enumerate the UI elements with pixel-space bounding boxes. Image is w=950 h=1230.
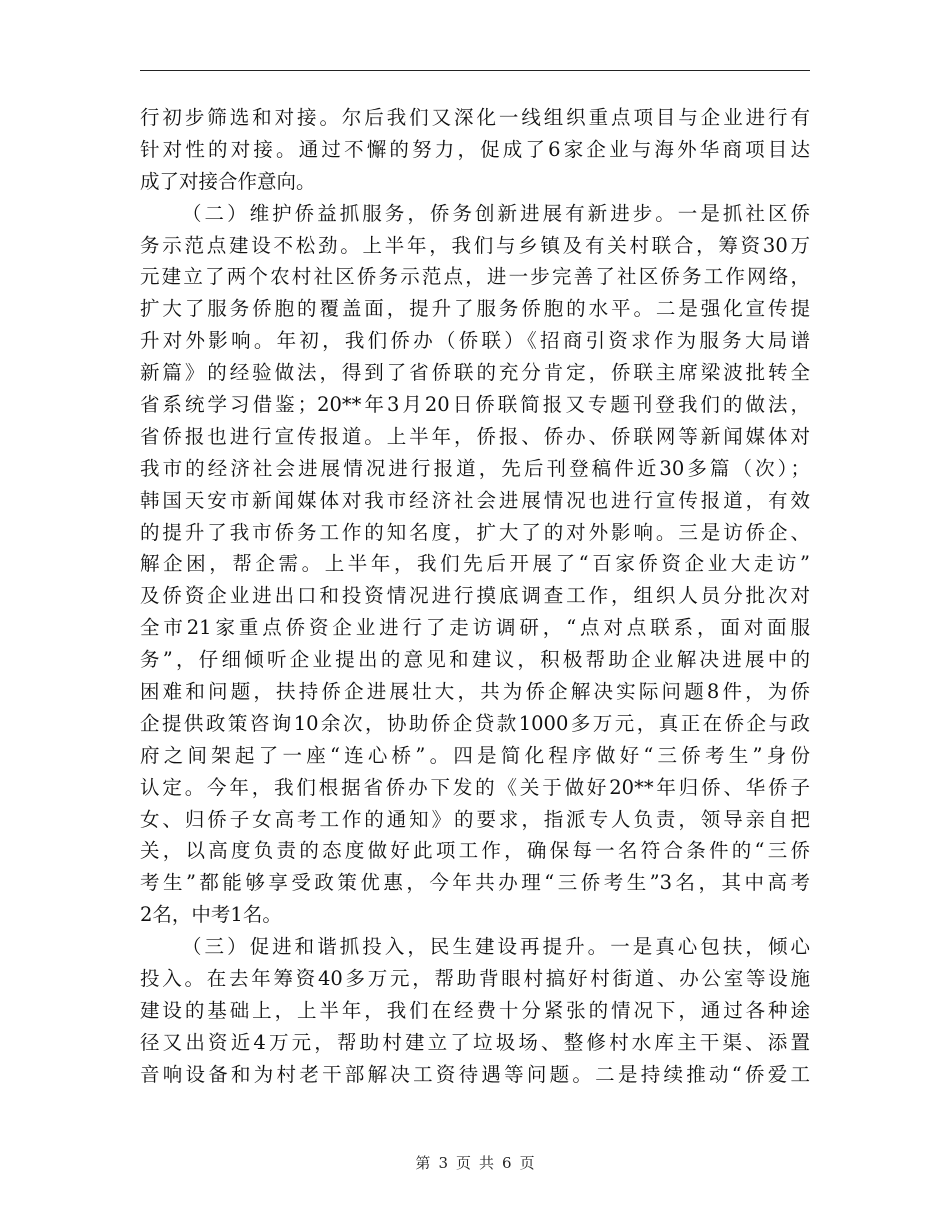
- text-line: 元建立了两个农村社区侨务示范点，进一步完善了社区侨务工作网络，: [140, 265, 810, 289]
- text-line: 我市的经济社会进展情况进行报道，先后刊登稿件近30多篇（次）；: [140, 456, 810, 480]
- text-line: 成了对接合作意向。: [140, 169, 316, 193]
- text-line: 的提升了我市侨务工作的知名度，扩大了的对外影响。三是访侨企、: [140, 520, 810, 544]
- text-line: 认定。今年，我们根据省侨办下发的《关于做好20**年归侨、华侨子: [140, 775, 810, 799]
- text-line: 解企困，帮企需。上半年，我们先后开展了“百家侨资企业大走访”: [140, 552, 810, 576]
- text-line: 建设的基础上，上半年，我们在经费十分紧张的情况下，通过各种途: [140, 998, 810, 1022]
- text-line: 省侨报也进行宣传报道。上半年，侨报、侨办、侨联网等新闻媒体对: [140, 424, 810, 448]
- text-line: 扩大了服务侨胞的覆盖面，提升了服务侨胞的水平。二是强化宣传提: [140, 297, 810, 321]
- text-line: 及侨资企业进出口和投资情况进行摸底调查工作，组织人员分批次对: [140, 584, 810, 608]
- text-line: 企提供政策咨询10余次，协助侨企贷款1000多万元，真正在侨企与政: [140, 711, 810, 735]
- text-line: 针对性的对接。通过不懈的努力，促成了6家企业与海外华商项目达: [140, 137, 810, 161]
- text-line: 府之间架起了一座“连心桥”。四是简化程序做好“三侨考生”身份: [140, 743, 810, 767]
- text-line: 务示范点建设不松劲。上半年，我们与乡镇及有关村联合，筹资30万: [140, 233, 810, 257]
- text-line: 升对外影响。年初，我们侨办（侨联）《招商引资求作为服务大局谱: [140, 329, 810, 353]
- page-footer: [0, 1153, 950, 1173]
- text-line: 全市21家重点侨资企业进行了走访调研，“点对点联系，面对面服: [140, 616, 810, 640]
- footer-page-word: 页: [455, 1154, 471, 1172]
- text-line: 困难和问题，扶持侨企进展壮大，共为侨企解决实际问题8件，为侨: [140, 680, 810, 704]
- text-line: 径又出资近4万元，帮助村建立了垃圾场、整修村水库主干渠、添置: [140, 1030, 810, 1054]
- text-line: 务”，仔细倾听企业提出的意见和建议，积极帮助企业解决进展中的: [140, 648, 810, 672]
- footer-page-number: 3: [438, 1154, 448, 1172]
- text-line: （二）维护侨益抓服务，侨务创新进展有新进步。一是抓社区侨: [182, 201, 810, 225]
- footer-prefix: 第: [415, 1154, 431, 1172]
- text-line: 韩国天安市新闻媒体对我市经济社会进展情况也进行宣传报道，有效: [140, 488, 810, 512]
- text-line: 关，以高度负责的态度做好此项工作，确保每一名符合条件的“三侨: [140, 839, 810, 863]
- text-line: 行初步筛选和对接。尔后我们又深化一线组织重点项目与企业进行有: [140, 106, 810, 129]
- footer-total-pages: 6: [502, 1154, 512, 1172]
- text-line: （三）促进和谐抓投入，民生建设再提升。一是真心包扶，倾心: [182, 935, 810, 959]
- text-line: 考生”都能够享受政策优惠，今年共办理“三侨考生”3名，其中高考: [140, 871, 810, 895]
- footer-suffix: 页: [519, 1154, 535, 1172]
- footer-total-word: 共: [479, 1154, 495, 1172]
- text-line: 2名，中考1名。: [140, 903, 282, 927]
- text-line: 省系统学习借鉴；20**年3月20日侨联简报又专题刊登我们的做法，: [140, 393, 810, 417]
- header-rule: [140, 70, 810, 71]
- text-line: 音响设备和为村老干部解决工资待遇等问题。二是持续推动“侨爱工: [140, 1062, 810, 1086]
- text-line: 新篇》的经验做法，得到了省侨联的充分肯定，侨联主席梁波批转全: [140, 361, 810, 385]
- text-line: 女、归侨子女高考工作的通知》的要求，指派专人负责，领导亲自把: [140, 807, 810, 831]
- text-line: 投入。在去年筹资40多万元，帮助背眼村搞好村街道、办公室等设施: [140, 967, 810, 991]
- document-body: [140, 102, 810, 1091]
